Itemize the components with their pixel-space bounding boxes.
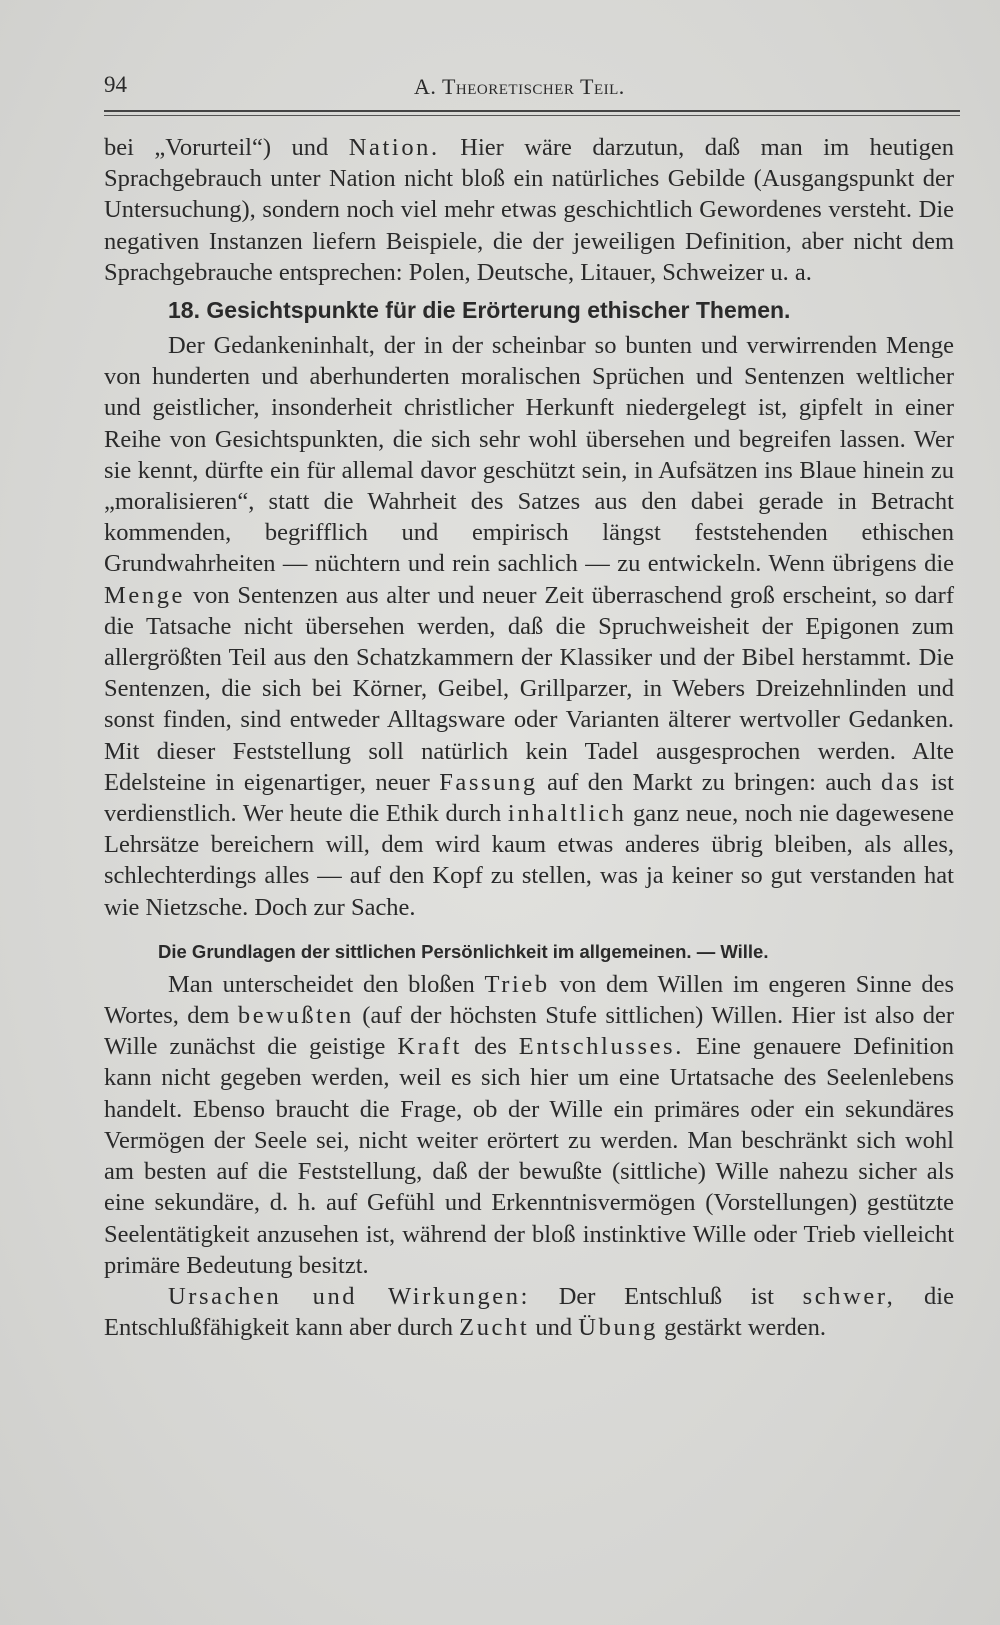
running-title: A. Theoretischer Teil. xyxy=(414,74,625,99)
section-number: 18. xyxy=(168,297,200,324)
page-body xyxy=(104,132,954,1343)
section-title: Gesichtspunkte für die Erörterung ethischer Themen. xyxy=(206,297,791,324)
page-number: 94 xyxy=(104,72,127,97)
paragraph-wille: Man unterscheidet den bloßen Trieb von dem Willen im engeren Sinne des Wortes, dem bewußten (auf der höchsten Stufe sittlichen) Willen. Hier ist also der Wille zunächst die geistige Kraft des Entschlusses. Eine genauere Definition kann nicht gegeben werden, weil es sich hier um eine Urtatsache des Seelenlebens handelt. Ebenso braucht die Frage, ob der Wille ein primäres oder ein sekundäres Vermögen der Seele sei, nicht weiter erörtert zu werden. Man beschränkt sich wohl am besten auf die Feststellung, daß der bewußte (sittliche) Wille nahezu sicher als eine sekundäre, d. h. auf Gefühl und Erkenntnisvermögen (Vorstellungen) gestützte Seelentätigkeit anzusehen ist, während der bloß instinktive Wille oder Trieb vielleicht primäre Bedeutung besitzt. xyxy=(104,970,955,1279)
subsection-heading: Die Grundlagen der sittlichen Persönlichkeit im allgemeinen. — Wille. xyxy=(158,940,769,962)
header-rule-thin xyxy=(104,115,960,116)
paragraph-ursachen: Ursachen und Wirkungen: Der Entschluß ist schwer, die Entschlußfähigkeit kann aber durch Zucht und Übung gestärkt werden. xyxy=(104,1282,954,1342)
header-rule xyxy=(104,110,960,112)
paragraph-gedankeninhalt: Der Gedankeninhalt, der in der scheinbar so bunten und verwirrenden Menge von hunderten und aberhunderten moralischen Sprüchen und Sentenzen weltlicher und geistlicher, insonderheit christlicher Herkunft niedergelegt ist, gipfelt in einer Reihe von Gesichtspunkten, die sich sehr wohl übersehen und begreifen lassen. Wer sie kennt, dürfte ein für allemal davor geschützt sein, in Aufsätzen ins Blaue hinein zu „moralisieren“, statt die Wahrheit des Satzes aus den dabei gerade in Betracht kommenden, begrifflich und empirisch längst feststehenden ethischen Grundwahrheiten — nüchtern und rein sachlich — zu entwickeln. Wenn übrigens die Menge von Sentenzen aus alter und neuer Zeit überraschend groß erscheint, so darf die Tatsache nicht übersehen werden, daß die Spruchweisheit der Epigonen zum allergrößten Teil aus den Schatzkammern der Klassiker und der Bibel herstammt. Die Sentenzen, die sich bei Körner, Geibel, Grillparzer, in Webers Dreizehnlinden und sonst finden, sind entweder Alltagsware oder Varianten älterer wertvoller Gedanken. Mit dieser Feststellung soll natürlich kein Tadel ausgesprochen werden. Alte Edelsteine in eigenartiger, neuer Fassung auf den Markt zu bringen: auch das ist verdienstlich. Wer heute die Ethik durch inhaltlich ganz neue, noch nie dagewesene Lehrsätze bereichern will, dem wird kaum etwas anderes übrig bleiben, als alles, schlechterdings alles — auf den Kopf zu stellen, was ja keiner so gut verstanden hat wie Nietzsche. Doch zur Sache. xyxy=(104,332,954,921)
page-header xyxy=(104,72,960,102)
paragraph-nation: bei „Vorurteil“) und Nation. Hier wäre darzutun, daß man im heutigen Sprachgebrauch unter Nation nicht bloß ein natürliches Gebilde (Ausgangspunkt der Untersuchung), sondern noch viel mehr etwas geschichtlich Gewordenes versteht. Die negativen Instanzen liefern Beispiele, die der jeweiligen Definition, aber nicht dem Sprachgebrauche entsprechen: Polen, Deutsche, Litauer, Schweizer u. a. xyxy=(104,134,954,286)
section-heading xyxy=(104,292,954,328)
